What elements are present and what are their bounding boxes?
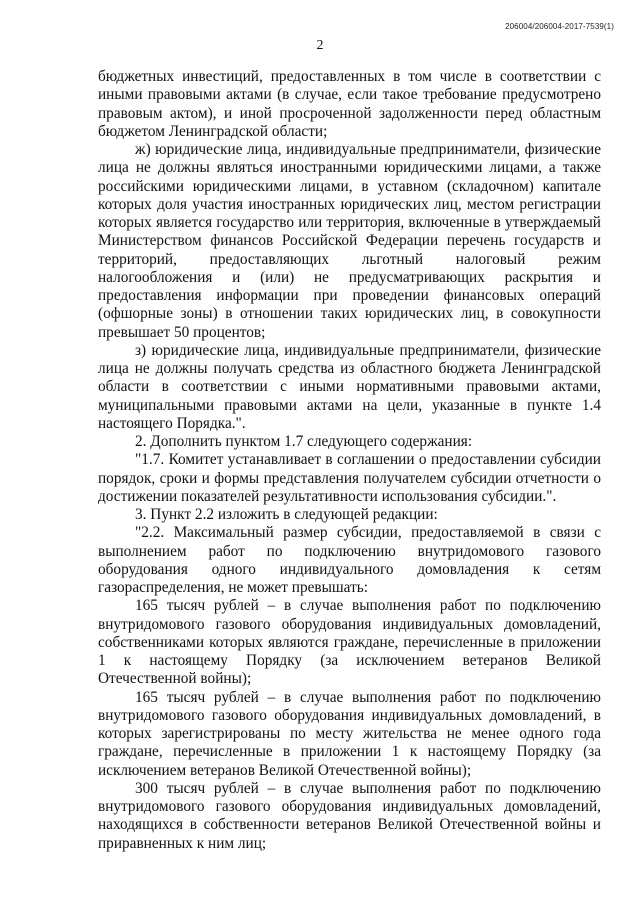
paragraph: "1.7. Комитет устанавливает в соглашении о предоставлении субсидии порядок, сроки и формы представления получателем субсидии отчетности о достижении показателей результативности использования субсидии.". <box>98 451 601 505</box>
paragraph: 3. Пункт 2.2 изложить в следующей редакции: <box>135 506 438 523</box>
document-body <box>98 68 601 853</box>
paragraph: 2. Дополнить пунктом 1.7 следующего содержания: <box>135 433 473 450</box>
paragraph: 300 тысяч рублей – в случае выполнения работ по подключению внутридомового газового оборудования индивидуальных домовладений, находящихся в собственности ветеранов Великой Отечественной войны и приравненных к ним лиц; <box>98 779 601 852</box>
paragraph: "2.2. Максимальный размер субсидии, предоставляемой в связи с выполнением работ по подключению внутридомового газового оборудования одного индивидуального домовладения к сетям газораспределения, не может превышать: <box>98 524 601 596</box>
paragraph: з) юридические лица, индивидуальные предприниматели, физические лица не должны получать средства из областного бюджета Ленинградской области в соответствии с иными нормативными правовыми актами, муниципальными правовыми актами на цели, указанные в пункте 1.4 настоящего Порядка.". <box>98 341 601 432</box>
paragraph: ж) юридические лица, индивидуальные предприниматели, физические лица не должны являться иностранными юридическими лицами, а также российскими юридическими лицами, в уставном (складочном) капитале которых доля участия иностранных юридических лиц, местом регистрации которых является государство или территория, включенные в утверждаемый Министерством финансов Российской Федерации перечень государств и территорий, предоставляющих льготный налоговый режим налогообложения и (или) не предусматривающих раскрытия и предоставления информации при проведении финансовых операций (офшорные зоны) в отношении таких юридических лиц, в совокупности превышает 50 процентов; <box>98 141 601 341</box>
paragraph: бюджетных инвестиций, предоставленных в том числе в соответствии с иными правовыми актами (в случае, если такое требование предусмотрено правовым актом), и иной просроченной задолженности перед областным бюджетом Ленинградской области; <box>98 68 601 140</box>
document-id: 206004/206004-2017-7539(1) <box>505 22 614 31</box>
paragraph: 165 тысяч рублей – в случае выполнения работ по подключению внутридомового газового оборудования индивидуальных домовладений, в которых зарегистрированы по месту жительства не менее одного года граждане, перечисленные в приложении 1 к настоящему Порядку (за исключением ветеранов Великой Отечественной войны); <box>98 688 601 779</box>
paragraph: 165 тысяч рублей – в случае выполнения работ по подключению внутридомового газового оборудования индивидуальных домовладений, собственниками которых являются граждане, перечисленные в приложении 1 к настоящему Порядку (за исключением ветеранов Великой Отечественной войны); <box>98 597 601 688</box>
page-number: 2 <box>316 38 324 53</box>
